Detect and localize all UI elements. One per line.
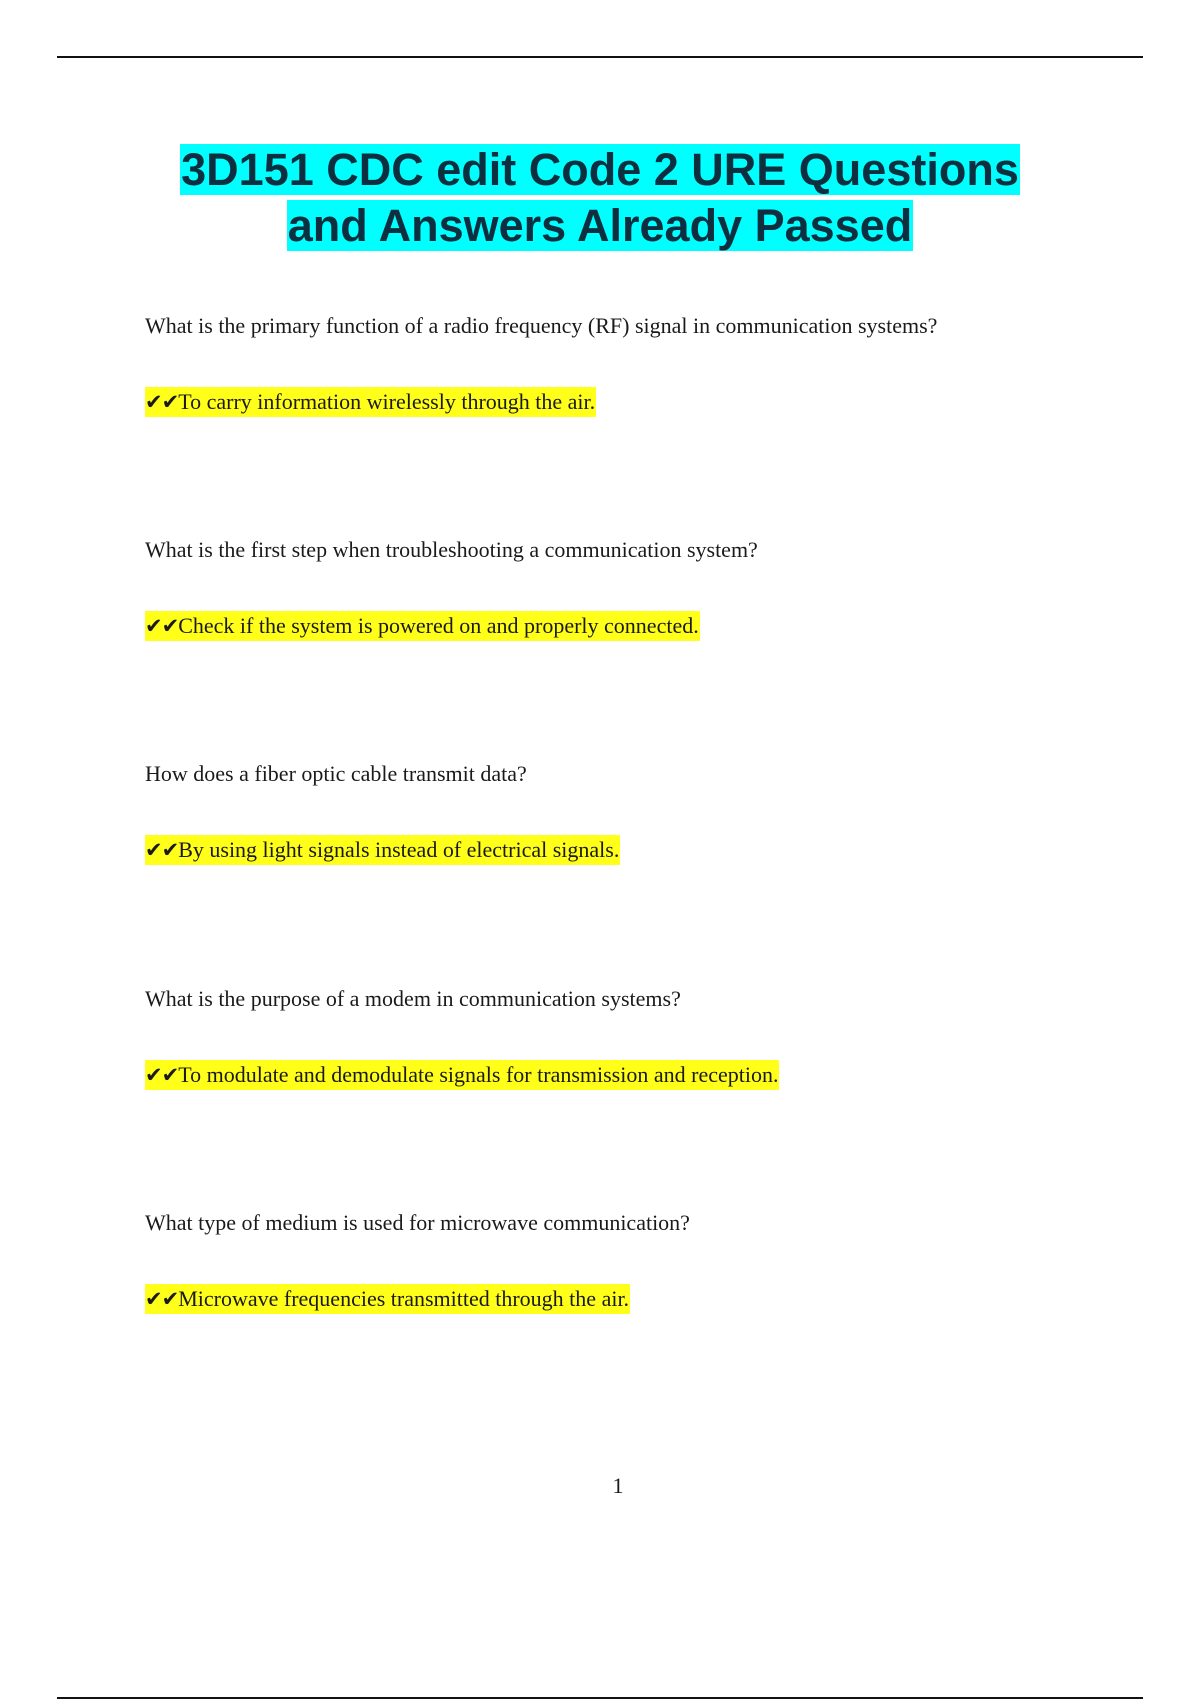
qa-item-5 (145, 1209, 1075, 1311)
double-check-icon: ✔✔ (145, 614, 179, 638)
answer-highlight (145, 1284, 630, 1314)
answer-highlight (145, 387, 596, 417)
title-line-1: 3D151 CDC edit Code 2 URE Questions (181, 144, 1019, 195)
qa-item-1 (145, 312, 1075, 414)
header-rule (57, 56, 1143, 58)
question-text: What is the first step when troubleshooting a communication system? (145, 537, 758, 562)
document-title (100, 142, 1100, 254)
double-check-icon: ✔✔ (145, 390, 179, 414)
answer-highlight (145, 611, 700, 641)
question-text: What is the purpose of a modem in communication systems? (145, 986, 681, 1011)
question-text: How does a fiber optic cable transmit data? (145, 761, 527, 786)
answer-text: By using light signals instead of electrical signals. (178, 837, 620, 862)
answer-text: Microwave frequencies transmitted through the air. (178, 1286, 630, 1311)
double-check-icon: ✔✔ (145, 1287, 179, 1311)
qa-item-3 (145, 760, 1075, 862)
qa-item-4 (145, 985, 1075, 1087)
answer-highlight (145, 835, 620, 865)
page-number: 1 (612, 1473, 624, 1498)
answer-text: To modulate and demodulate signals for transmission and reception. (178, 1062, 779, 1087)
answer-line (145, 612, 700, 640)
double-check-icon: ✔✔ (145, 838, 179, 862)
answer-line (145, 1061, 779, 1089)
answer-highlight (145, 1060, 779, 1090)
answer-text: To carry information wirelessly through the air. (178, 389, 596, 414)
question-text: What is the primary function of a radio frequency (RF) signal in communication systems? (145, 313, 938, 338)
qa-item-2 (145, 536, 1075, 638)
answer-text: Check if the system is powered on and properly connected. (178, 613, 699, 638)
answer-line (145, 1285, 630, 1313)
answer-line (145, 388, 596, 416)
question-text: What type of medium is used for microwave communication? (145, 1210, 690, 1235)
answer-line (145, 836, 620, 864)
title-line-2: and Answers Already Passed (287, 200, 913, 251)
footer-rule (57, 1697, 1143, 1699)
double-check-icon: ✔✔ (145, 1063, 179, 1087)
